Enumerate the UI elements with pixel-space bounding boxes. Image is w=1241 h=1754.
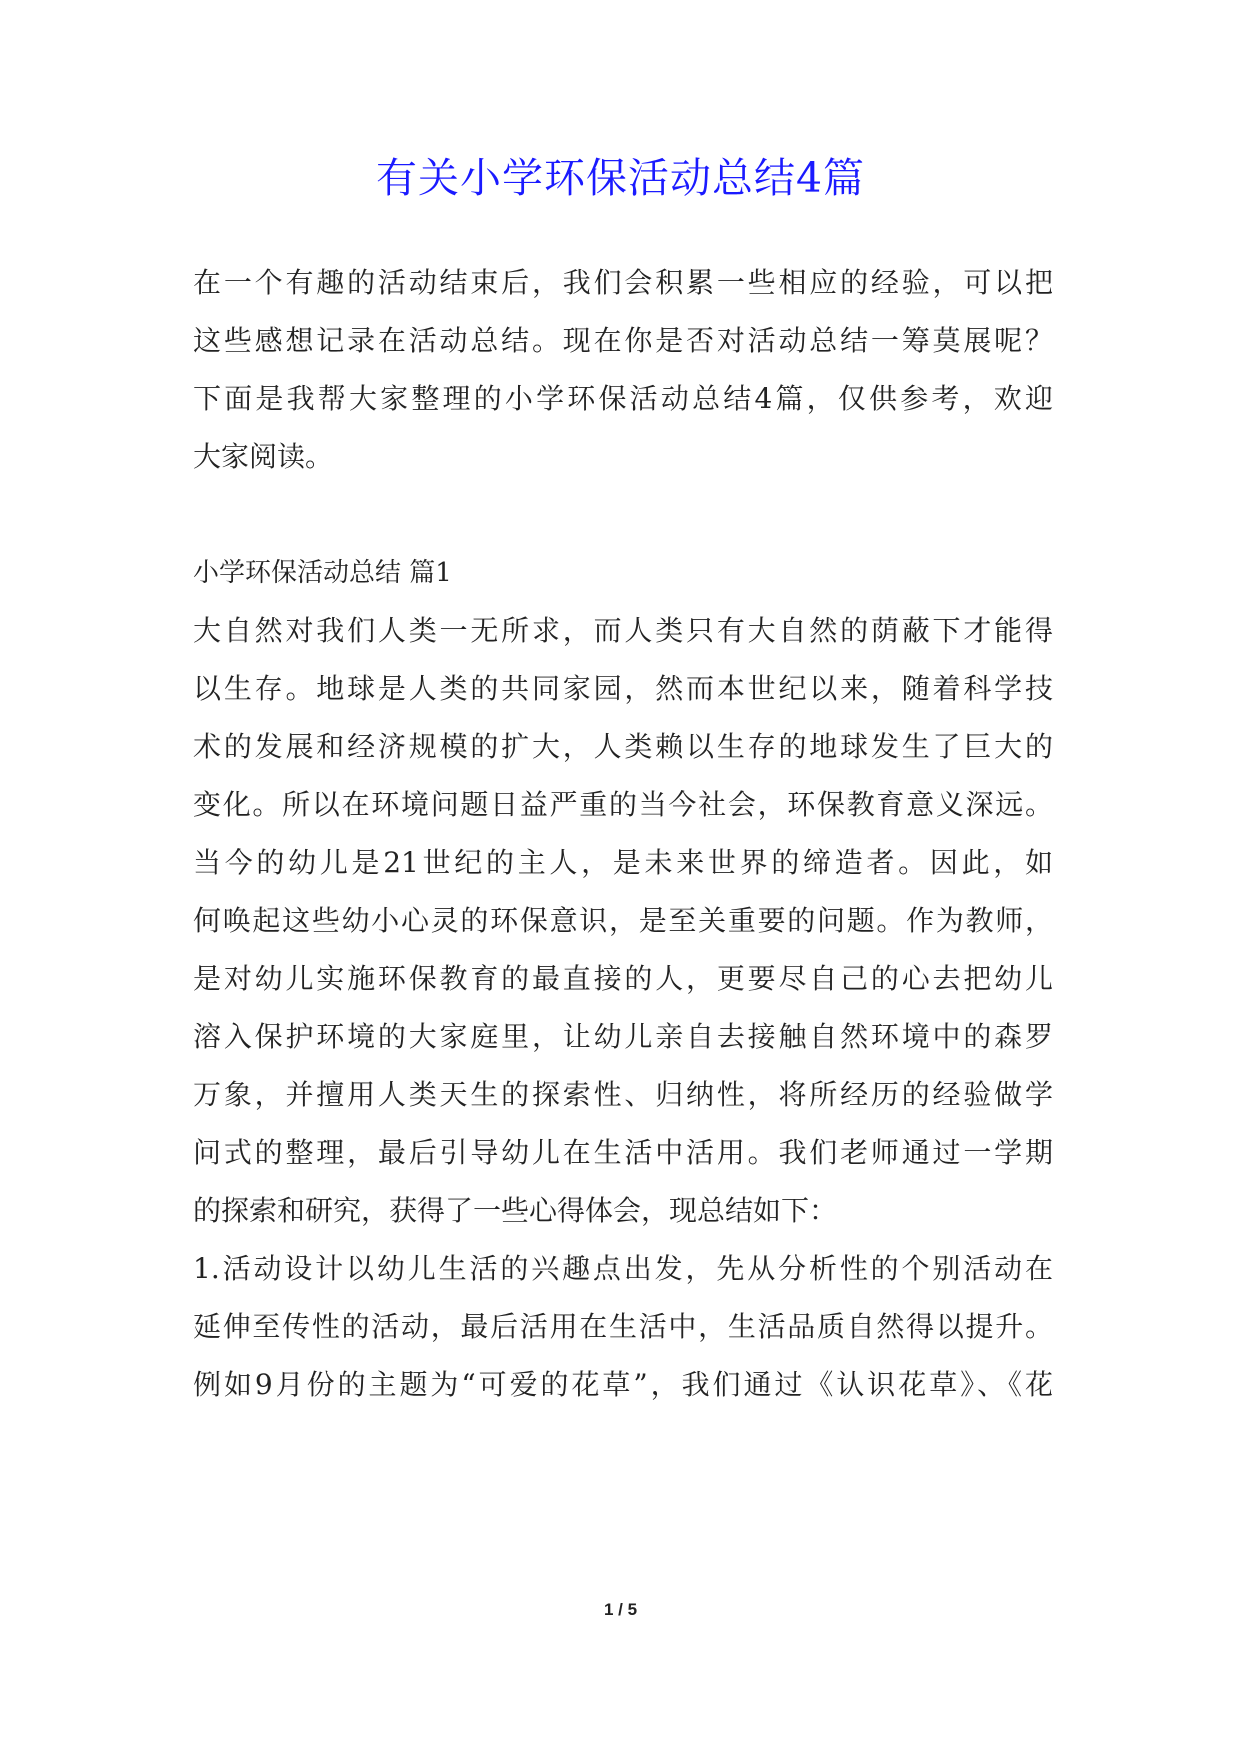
document-title: 有关小学环保活动总结4篇 — [375, 154, 866, 202]
body-line: 例如9月份的主题为“可爱的花草”，我们通过《认识花草》、《花 — [193, 1368, 1053, 1401]
intro-line: 这些感想记录在活动总结。现在你是否对活动总结一筹莫展呢？ — [193, 324, 1053, 357]
body-line: 溶入保护环境的大家庭里，让幼儿亲自去接触自然环境中的森罗 — [193, 1020, 1053, 1053]
section-heading: 小学环保活动总结 篇1 — [193, 558, 452, 588]
body-line: 延伸至传性的活动，最后活用在生活中，生活品质自然得以提升。 — [193, 1310, 1053, 1343]
intro-line: 在一个有趣的活动结束后，我们会积累一些相应的经验，可以把 — [193, 266, 1053, 299]
body-line: 术的发展和经济规模的扩大，人类赖以生存的地球发生了巨大的 — [193, 730, 1053, 763]
intro-line: 下面是我帮大家整理的小学环保活动总结4篇，仅供参考，欢迎 — [193, 382, 1053, 415]
body-line: 问式的整理，最后引导幼儿在生活中活用。我们老师通过一学期 — [193, 1136, 1053, 1169]
body-line: 变化。所以在环境问题日益严重的当今社会，环保教育意义深远。 — [193, 788, 1053, 821]
body-line: 1.活动设计以幼儿生活的兴趣点出发，先从分析性的个别活动在 — [193, 1252, 1053, 1285]
body-line: 的探索和研究，获得了一些心得体会，现总结如下： — [193, 1194, 838, 1227]
intro-line: 大家阅读。 — [193, 440, 334, 473]
page-number: 1 / 5 — [603, 1600, 638, 1619]
body-line: 是对幼儿实施环保教育的最直接的人，更要尽自己的心去把幼儿 — [193, 962, 1053, 995]
body-line: 当今的幼儿是21世纪的主人，是未来世界的缔造者。因此，如 — [193, 846, 1053, 879]
body-line: 大自然对我们人类一无所求，而人类只有大自然的荫蔽下才能得 — [193, 614, 1053, 647]
body-line: 万象，并擅用人类天生的探索性、归纳性，将所经历的经验做学 — [193, 1078, 1053, 1111]
body-line: 以生存。地球是人类的共同家园，然而本世纪以来，随着科学技 — [193, 672, 1053, 705]
body-line: 何唤起这些幼小心灵的环保意识，是至关重要的问题。作为教师， — [193, 904, 1053, 937]
